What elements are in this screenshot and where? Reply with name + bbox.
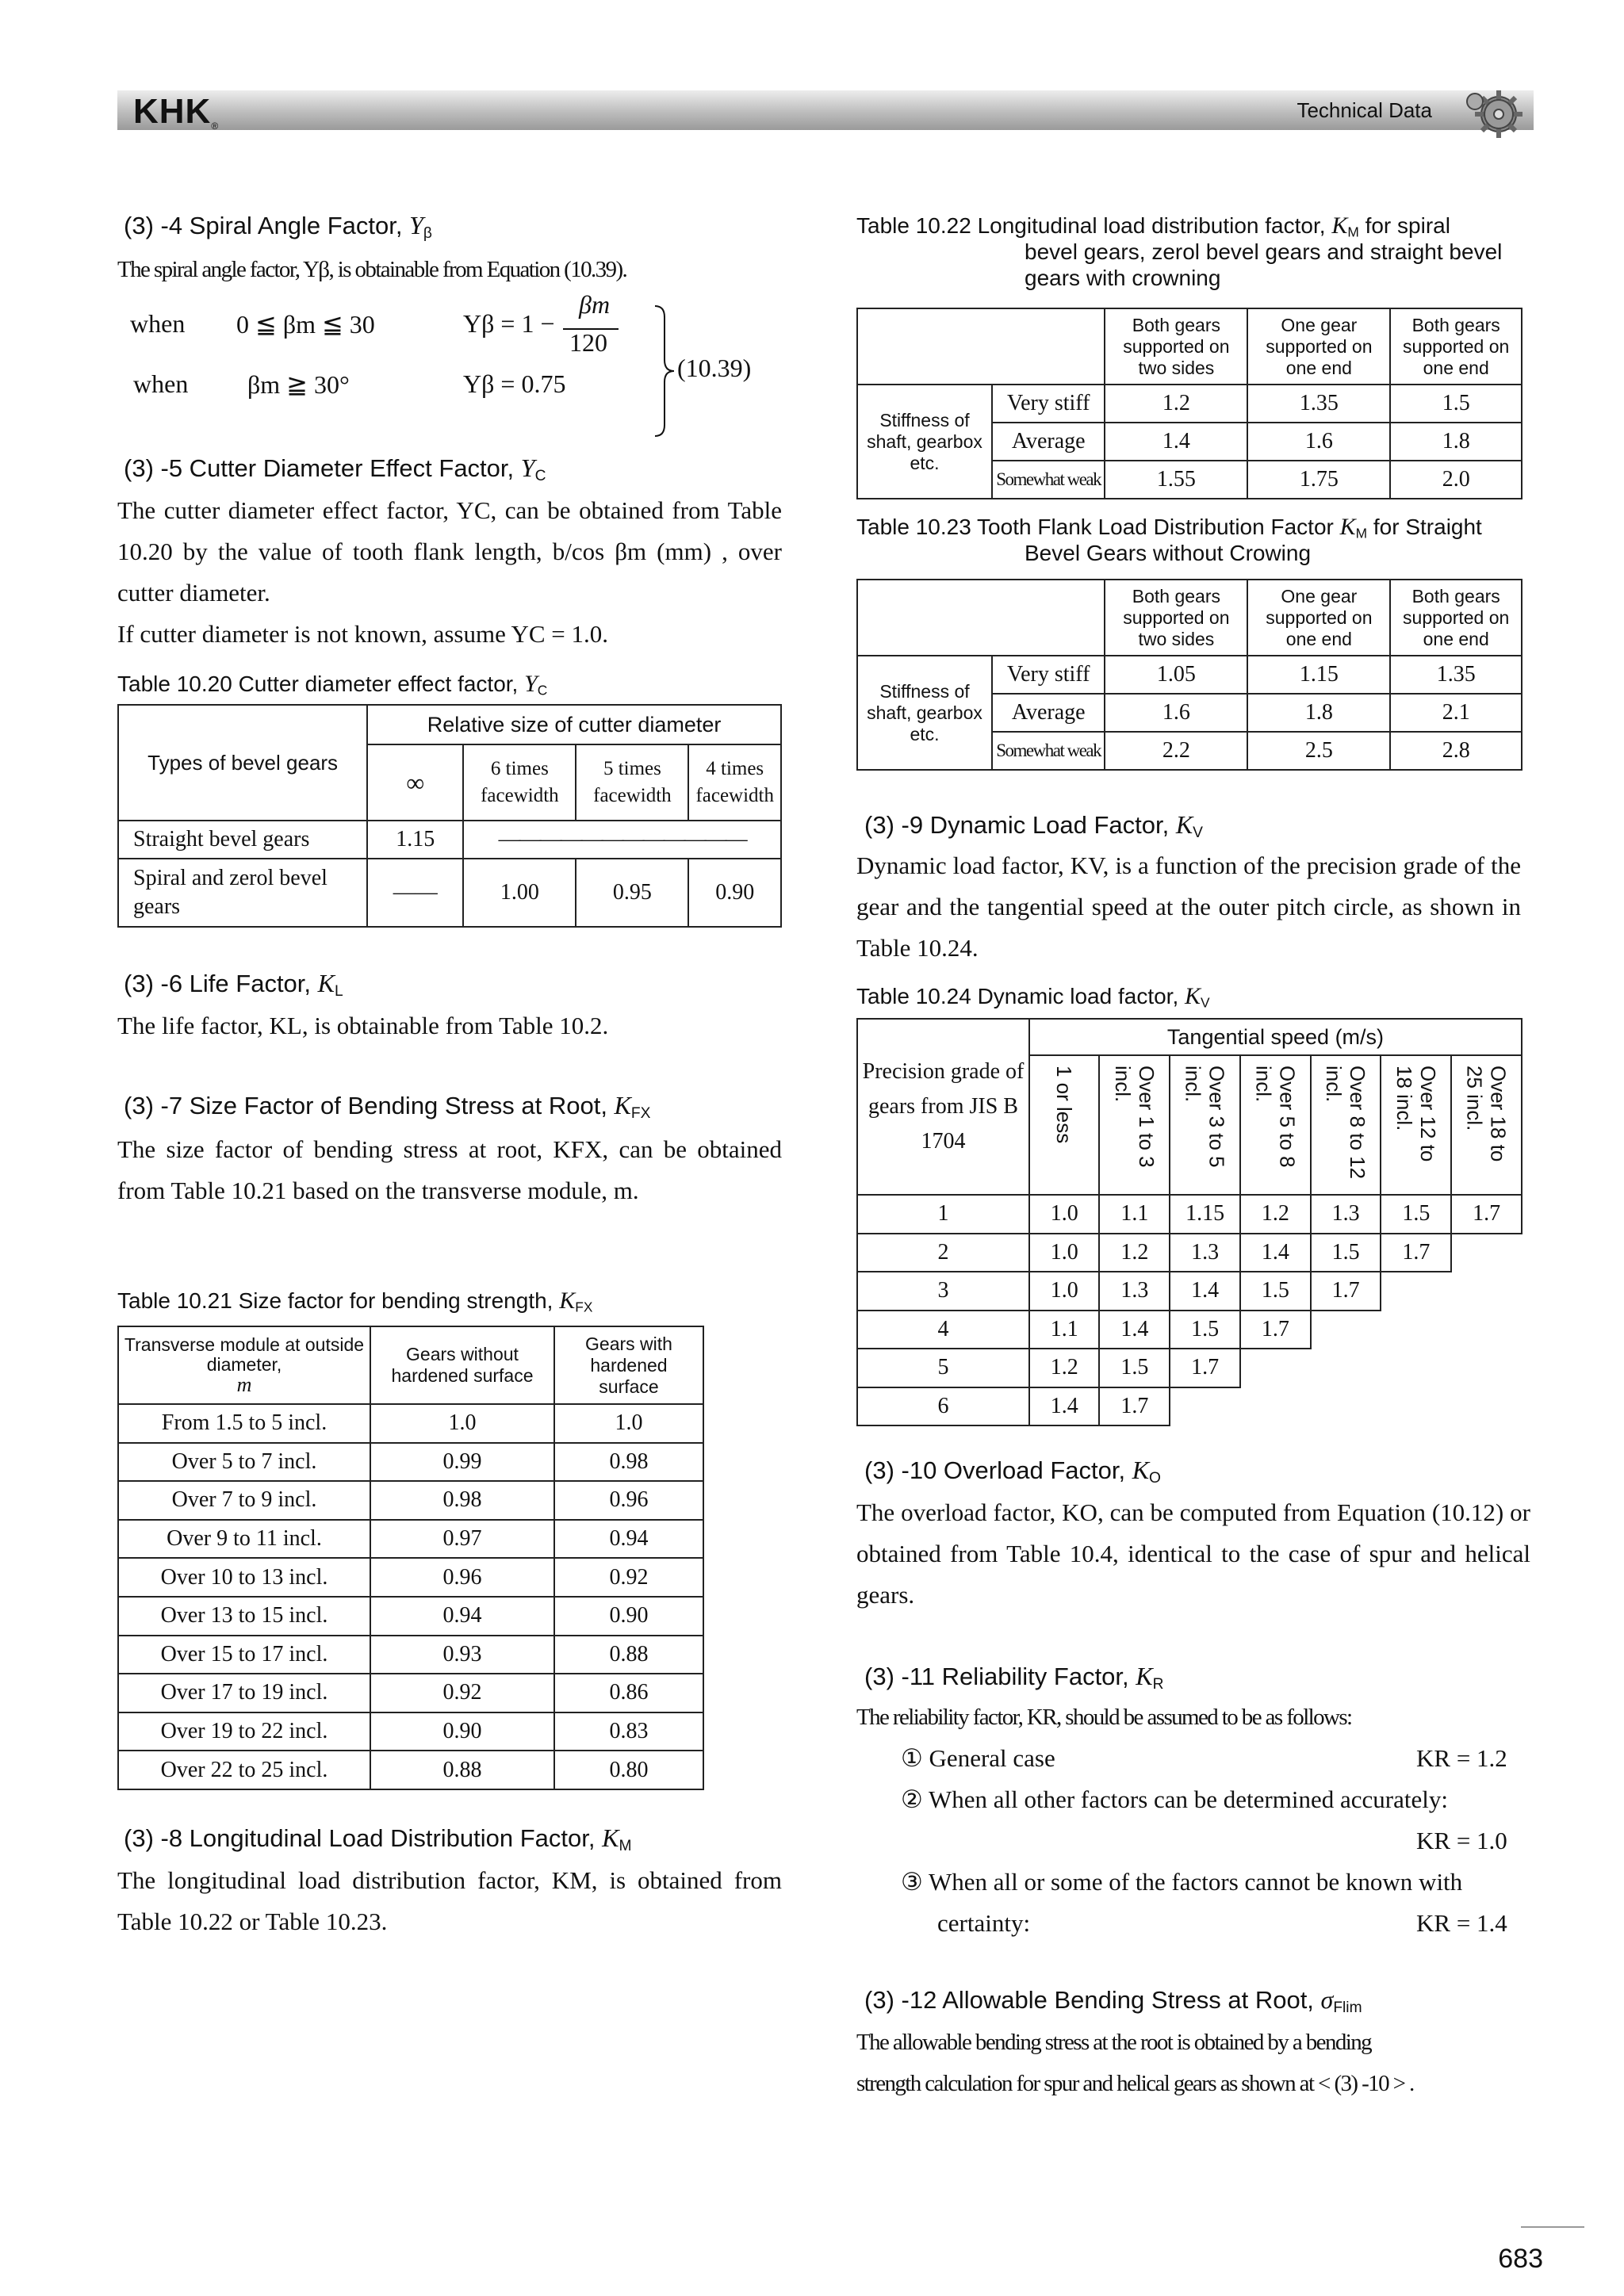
table-cell: 0.92 <box>554 1558 703 1597</box>
row-label: Spiral and zerol bevel gears <box>118 859 367 927</box>
reliability-value-accurate: KR = 1.0 <box>1416 1827 1507 1854</box>
table-cell: 1.5 <box>1099 1349 1170 1387</box>
table-cell: Over 10 to 13 incl. <box>118 1558 370 1597</box>
section-heading-life-factor: (3) -6 Life Factor, $K_L$ <box>124 969 343 1000</box>
table-cell: 1.15 <box>367 821 463 859</box>
row-label: Average <box>992 694 1105 732</box>
col-header-speed: 1 or less <box>1029 1055 1100 1195</box>
table-10-21-caption: Table 10.21 Size factor for bending strength, $K_{FX}$ <box>117 1288 593 1315</box>
table-cell: 1.7 <box>1381 1234 1451 1272</box>
col-header-types: Types of bevel gears <box>118 705 367 821</box>
col-header-speed: Over 3 to 5 incl. <box>1170 1055 1240 1195</box>
reliability-item-uncertain-cont: certainty: <box>937 1909 1031 1937</box>
table-cell: 0.90 <box>370 1712 554 1751</box>
empty-cell <box>1311 1387 1381 1426</box>
table-cell: 0.98 <box>554 1443 703 1482</box>
table-cell: 0.95 <box>576 859 688 927</box>
table-row <box>118 1443 703 1482</box>
table-10-21 <box>117 1326 704 1790</box>
table-row <box>118 1597 703 1636</box>
empty-cell <box>1240 1387 1311 1426</box>
table-cell: 1.0 <box>554 1404 703 1443</box>
row-label: Average <box>992 423 1105 461</box>
table-cell: 1.55 <box>1105 461 1247 499</box>
row-label: Very stiff <box>992 656 1105 694</box>
empty-cell <box>1381 1387 1451 1426</box>
khk-logo: KHK® <box>133 92 220 132</box>
table-row <box>118 1404 703 1443</box>
table-cell: 1.4 <box>1099 1311 1170 1349</box>
table-cell: 1.7 <box>1240 1311 1311 1349</box>
table-row <box>118 1636 703 1674</box>
section-heading-reliability: (3) -11 Reliability Factor, $K_R$ <box>864 1662 1164 1693</box>
row-label: Very stiff <box>992 385 1105 423</box>
table-cell: 1.15 <box>1170 1195 1240 1234</box>
col-header-speed: Over 1 to 3 incl. <box>1099 1055 1170 1195</box>
table-cell: 1.7 <box>1170 1349 1240 1387</box>
section-heading-allowable-bending: (3) -12 Allowable Bending Stress at Root, $\sigma_{Flim}$ <box>864 1985 1362 2016</box>
table-cell: 1.35 <box>1247 385 1390 423</box>
table-cell: 1.7 <box>1311 1272 1381 1311</box>
table-cell: 1.8 <box>1390 423 1522 461</box>
table-cell: 0.96 <box>554 1481 703 1520</box>
empty-cell <box>1240 1349 1311 1387</box>
table-cell: 0.94 <box>554 1520 703 1559</box>
col-header-both-one-end: Both gears supported on one end <box>1390 308 1522 385</box>
table-cell: Over 17 to 19 incl. <box>118 1674 370 1712</box>
table-cell: Over 13 to 15 incl. <box>118 1597 370 1636</box>
table-cell: 4 <box>857 1311 1029 1349</box>
reliability-item-uncertain: ③ When all or some of the factors cannot be known with <box>901 1868 1463 1896</box>
header-title: Technical Data <box>1297 98 1432 122</box>
table-cell: 1 <box>857 1195 1029 1234</box>
table-cell: 0.99 <box>370 1443 554 1482</box>
reliability-item-accurate: ② When all other factors can be determined accurately: <box>901 1785 1448 1813</box>
table-10-22 <box>856 308 1522 499</box>
table-row <box>118 1481 703 1520</box>
page-header <box>117 90 1534 130</box>
col-header-tangential-speed: Tangential speed (m/s) <box>1029 1019 1522 1055</box>
reliability-item-general: ① General case <box>901 1744 1055 1772</box>
table-row <box>118 1751 703 1789</box>
table-cell: 1.2 <box>1099 1234 1170 1272</box>
table-cell: 1.5 <box>1170 1311 1240 1349</box>
table-row <box>857 1234 1522 1272</box>
table-row <box>857 1387 1522 1426</box>
table-cell: Over 15 to 17 incl. <box>118 1636 370 1674</box>
paragraph-allowable-bending-1: The allowable bending stress at the root is obtained by a bending <box>856 2030 1372 2055</box>
table-row <box>857 1272 1522 1311</box>
paragraph-overload: The overload factor, KO, can be computed from Equation (10.12) or obtained from Table 10.4, identical to the case of spur and helical gears. <box>856 1498 1530 1609</box>
table-cell: 0.88 <box>554 1636 703 1674</box>
empty-cell <box>1451 1234 1522 1272</box>
table-cell: 3 <box>857 1272 1029 1311</box>
table-cell: 1.3 <box>1311 1195 1381 1234</box>
table-cell: 2.0 <box>1390 461 1522 499</box>
table-cell: 0.86 <box>554 1674 703 1712</box>
section-heading-spiral-angle: (3) -4 Spiral Angle Factor, $Y_\beta$ <box>124 211 432 242</box>
table-cell: 1.0 <box>1029 1234 1100 1272</box>
col-header-without-hardened: Gears without hardened surface <box>370 1326 554 1404</box>
paragraph-life-factor: The life factor, KL, is obtainable from Table 10.2. <box>117 1012 609 1039</box>
table-cell: 1.5 <box>1240 1272 1311 1311</box>
row-header-stiffness: Stiffness of shaft, gearbox etc. <box>857 385 992 499</box>
table-10-24-caption: Table 10.24 Dynamic load factor, $K_V$ <box>856 983 1210 1011</box>
table-cell: Over 9 to 11 incl. <box>118 1520 370 1559</box>
paragraph-reliability-intro: The reliability factor, KR, should be assumed to be as follows: <box>856 1705 1352 1730</box>
table-row <box>118 1520 703 1559</box>
table-cell: 1.5 <box>1381 1195 1451 1234</box>
table-cell: 0.96 <box>370 1558 554 1597</box>
table-cell: 1.0 <box>1029 1272 1100 1311</box>
col-header-with-hardened: Gears with hardened surface <box>554 1326 703 1404</box>
table-cell: 0.92 <box>370 1674 554 1712</box>
table-cell: 0.80 <box>554 1751 703 1789</box>
col-header-speed: Over 18 to 25 incl. <box>1451 1055 1522 1195</box>
paragraph-dynamic-load: Dynamic load factor, KV, is a function of the precision grade of the gear and the tangential speed at the outer pitch circle, as shown in Table 10.24. <box>856 851 1521 962</box>
table-cell: 1.3 <box>1099 1272 1170 1311</box>
table-cell: 1.5 <box>1311 1234 1381 1272</box>
table-cell: 1.4 <box>1105 423 1247 461</box>
table-cell: 1.2 <box>1240 1195 1311 1234</box>
table-cell: 0.90 <box>688 859 781 927</box>
empty-cell <box>1451 1272 1522 1311</box>
table-cell: 1.8 <box>1247 694 1390 732</box>
empty-cell <box>1451 1311 1522 1349</box>
table-10-23-caption: Table 10.23 Tooth Flank Load Distribution Factor $K_M$ for Straight Bevel Gears without Crowing <box>856 514 1482 565</box>
table-cell: 0.98 <box>370 1481 554 1520</box>
col-header-relative-size: Relative size of cutter diameter <box>367 705 781 744</box>
table-cell: 1.1 <box>1029 1311 1100 1349</box>
col-header-one-gear-one-end: One gear supported on one end <box>1247 580 1390 656</box>
section-heading-size-factor: (3) -7 Size Factor of Bending Stress at Root, $K_{FX}$ <box>124 1091 651 1122</box>
table-cell: Over 7 to 9 incl. <box>118 1481 370 1520</box>
reliability-value-uncertain: KR = 1.4 <box>1416 1909 1507 1937</box>
col-header-one-gear-one-end: One gear supported on one end <box>1247 308 1390 385</box>
empty-cell <box>1381 1349 1451 1387</box>
table-10-24 <box>856 1018 1522 1426</box>
table-cell: 1.4 <box>1170 1272 1240 1311</box>
table-cell: 1.7 <box>1099 1387 1170 1426</box>
reliability-value-general: KR = 1.2 <box>1416 1744 1507 1772</box>
table-cell: 1.6 <box>1105 694 1247 732</box>
paragraph-allowable-bending-2: strength calculation for spur and helical gears as shown at < (3) -10 > . <box>856 2071 1414 2096</box>
table-cell: 1.0 <box>1029 1195 1100 1234</box>
empty-cell <box>1311 1311 1381 1349</box>
table-cell: 5 <box>857 1349 1029 1387</box>
col-header-module: Transverse module at outside diameter, m <box>118 1326 370 1404</box>
table-row <box>857 1349 1522 1387</box>
paragraph-cutter-default: If cutter diameter is not known, assume YC = 1.0. <box>117 620 608 648</box>
table-10-22-caption: Table 10.22 Longitudinal load distribution factor, $K_M$ for spiral bevel gears, zerol bevel gears and straight bevel gears with crowning <box>856 212 1503 290</box>
table-cell: 0.90 <box>554 1597 703 1636</box>
section-heading-cutter-diameter: (3) -5 Cutter Diameter Effect Factor, $Y_C$ <box>124 453 546 484</box>
paragraph-longitudinal-load: The longitudinal load distribution factor, KM, is obtained from Table 10.22 or Table 10.23. <box>117 1866 782 1935</box>
table-cell: 0.94 <box>370 1597 554 1636</box>
gear-icon <box>1457 84 1529 140</box>
empty-cell <box>1381 1272 1451 1311</box>
section-heading-dynamic-load: (3) -9 Dynamic Load Factor, $K_V$ <box>864 810 1203 841</box>
row-label: Straight bevel gears <box>118 821 367 859</box>
table-cell: 1.00 <box>463 859 576 927</box>
col-header-speed: Over 8 to 12 incl. <box>1311 1055 1381 1195</box>
table-cell: 1.35 <box>1390 656 1522 694</box>
paragraph-spiral-angle-intro: The spiral angle factor, Yβ, is obtainable from Equation (10.39). <box>117 257 627 282</box>
table-cell: 1.2 <box>1105 385 1247 423</box>
row-label: Somewhat weak <box>992 732 1105 770</box>
table-cell: 0.93 <box>370 1636 554 1674</box>
paragraph-size-factor: The size factor of bending stress at root, KFX, can be obtained from Table 10.21 based on the transverse module, m. <box>117 1135 782 1204</box>
table-10-20-caption: Table 10.20 Cutter diameter effect factor, $Y_C$ <box>117 671 548 698</box>
table-cell: 1.4 <box>1029 1387 1100 1426</box>
table-corner <box>857 580 1105 656</box>
table-row <box>118 1712 703 1751</box>
table-cell: Over 22 to 25 incl. <box>118 1751 370 1789</box>
table-row <box>118 1674 703 1712</box>
table-cell: 0.83 <box>554 1712 703 1751</box>
col-header-both-one-end: Both gears supported on one end <box>1390 580 1522 656</box>
table-10-20 <box>117 704 782 928</box>
section-heading-longitudinal-load: (3) -8 Longitudinal Load Distribution Factor, $K_M$ <box>124 1823 632 1854</box>
col-header-precision-grade: Precision grade of gears from JIS B 1704 <box>857 1019 1029 1195</box>
table-cell: —— <box>367 859 463 927</box>
page-number: 683 <box>1498 2244 1543 2274</box>
table-row <box>857 1311 1522 1349</box>
empty-cell <box>1170 1387 1240 1426</box>
col-header-4-times: 4 times facewidth <box>688 744 781 821</box>
table-cell: 1.75 <box>1247 461 1390 499</box>
empty-cell <box>1381 1311 1451 1349</box>
table-row <box>118 859 781 927</box>
table-cell: Over 5 to 7 incl. <box>118 1443 370 1482</box>
table-cell: 1.1 <box>1099 1195 1170 1234</box>
table-cell: 2.2 <box>1105 732 1247 770</box>
col-header-5-times: 5 times facewidth <box>576 744 688 821</box>
row-header-stiffness: Stiffness of shaft, gearbox etc. <box>857 656 992 770</box>
section-heading-overload: (3) -10 Overload Factor, $K_O$ <box>864 1456 1161 1487</box>
table-cell: 1.7 <box>1451 1195 1522 1234</box>
col-header-6-times: 6 times facewidth <box>463 744 576 821</box>
row-label: Somewhat weak <box>992 461 1105 499</box>
table-cell: 1.2 <box>1029 1349 1100 1387</box>
table-row <box>118 821 781 859</box>
table-cell: 0.97 <box>370 1520 554 1559</box>
table-cell: 1.05 <box>1105 656 1247 694</box>
table-cell: 1.4 <box>1240 1234 1311 1272</box>
table-cell: From 1.5 to 5 incl. <box>118 1404 370 1443</box>
table-cell: 2.5 <box>1247 732 1390 770</box>
table-cell: 1.0 <box>370 1404 554 1443</box>
table-cell: 1.15 <box>1247 656 1390 694</box>
table-row <box>857 656 1522 694</box>
table-cell: ———————————— <box>463 821 781 859</box>
footer-rule <box>1521 2226 1584 2228</box>
col-header-both-two-sides: Both gears supported on two sides <box>1105 580 1247 656</box>
equation-10-39: when 0 ≦ βm ≦ 30 Yβ = 1 − βm 120 when βm ≧ 30° Yβ = 0.75 (10.39) <box>117 297 776 439</box>
table-cell: 2.1 <box>1390 694 1522 732</box>
col-header-infinity: ∞ <box>367 744 463 821</box>
table-row <box>118 1558 703 1597</box>
table-cell: 1.5 <box>1390 385 1522 423</box>
empty-cell <box>1311 1349 1381 1387</box>
col-header-speed: Over 12 to 18 incl. <box>1381 1055 1451 1195</box>
col-header-both-two-sides: Both gears supported on two sides <box>1105 308 1247 385</box>
table-10-23 <box>856 579 1522 771</box>
table-cell: Over 19 to 22 incl. <box>118 1712 370 1751</box>
empty-cell <box>1451 1349 1522 1387</box>
table-cell: 1.6 <box>1247 423 1390 461</box>
table-cell: 2.8 <box>1390 732 1522 770</box>
table-cell: 6 <box>857 1387 1029 1426</box>
table-cell: 1.3 <box>1170 1234 1240 1272</box>
table-row <box>857 1195 1522 1234</box>
empty-cell <box>1451 1387 1522 1426</box>
table-corner <box>857 308 1105 385</box>
table-row <box>857 385 1522 423</box>
col-header-speed: Over 5 to 8 incl. <box>1240 1055 1311 1195</box>
paragraph-cutter-diameter: The cutter diameter effect factor, YC, can be obtained from Table 10.20 by the value of tooth flank length, b/cos βm (mm) , over cutter diameter. <box>117 496 782 607</box>
table-cell: 0.88 <box>370 1751 554 1789</box>
table-cell: 2 <box>857 1234 1029 1272</box>
